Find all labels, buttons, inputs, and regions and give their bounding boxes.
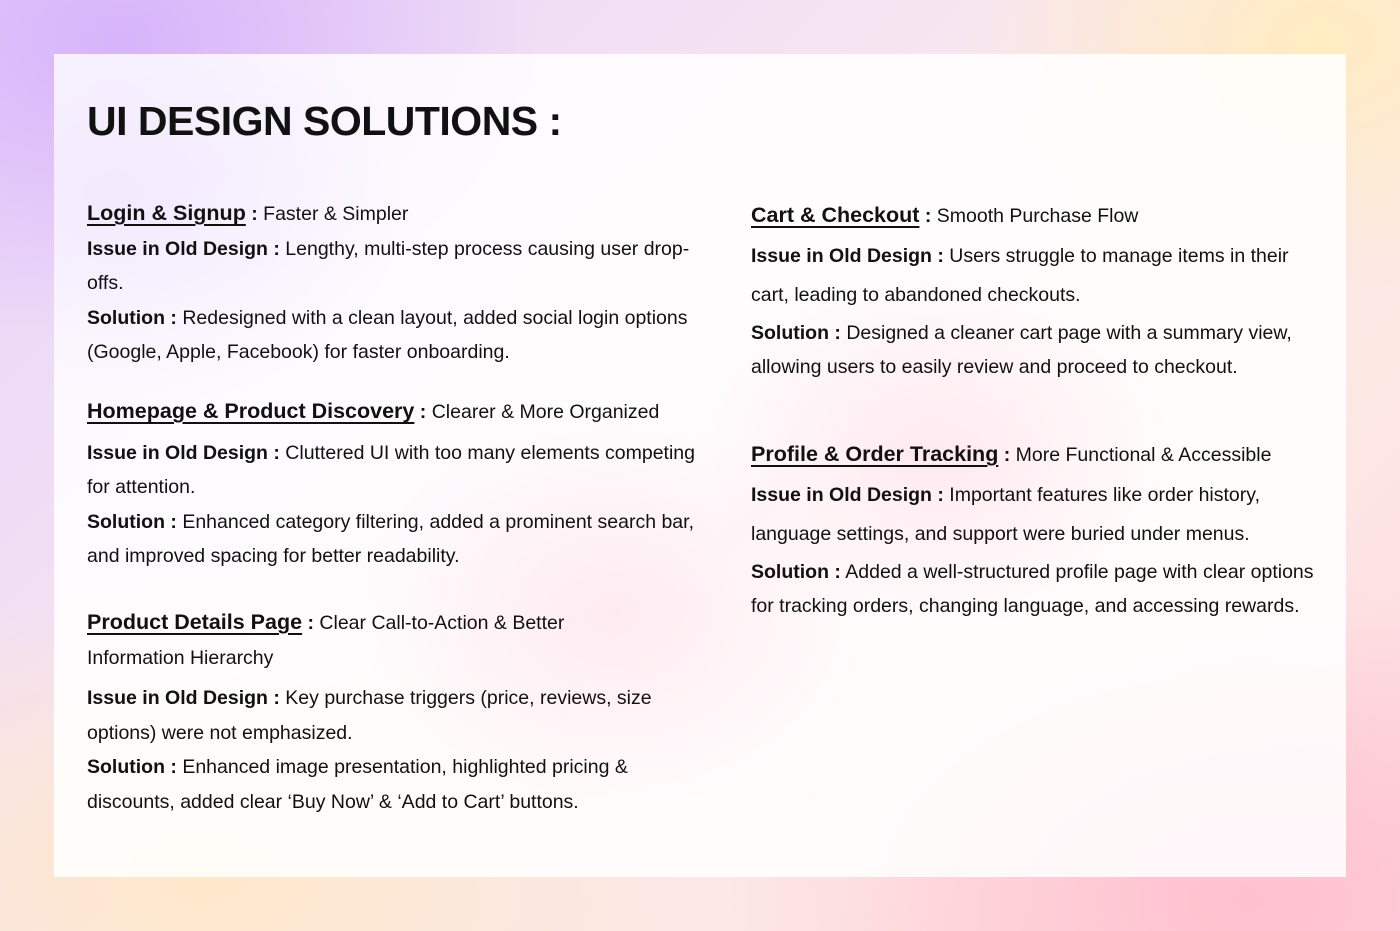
issue-label: Issue in Old Design : — [87, 237, 280, 260]
section-tagline: More Functional & Accessible — [1015, 444, 1272, 466]
section-heading-row — [87, 605, 647, 675]
solution-label: Solution : — [87, 510, 177, 533]
section-heading-row — [87, 394, 707, 430]
heading-separator: : — [919, 205, 937, 227]
solution-label: Solution : — [87, 306, 177, 329]
issue-paragraph — [751, 237, 1326, 316]
section-profile-tracking — [751, 435, 1326, 624]
section-heading-row — [87, 196, 707, 232]
page-title: UI DESIGN SOLUTIONS : — [87, 98, 562, 144]
solution-paragraph — [751, 316, 1326, 385]
solution-text: Added a well-structured profile page with clear options for tracking orders, changing language, and accessing rewards. — [751, 560, 1314, 617]
issue-text: Key purchase triggers (price, reviews, size options) were not emphasized. — [87, 687, 652, 744]
solution-paragraph — [87, 505, 707, 574]
section-heading: Profile & Order Tracking — [751, 442, 999, 466]
solution-label: Solution : — [87, 756, 177, 778]
heading-separator: : — [302, 612, 320, 634]
issue-text: Users struggle to manage items in their cart, leading to abandoned checkouts. — [751, 244, 1289, 306]
section-heading: Product Details Page — [87, 610, 303, 634]
section-cart-checkout — [751, 196, 1326, 385]
section-login-signup — [87, 196, 707, 370]
section-tagline: Faster & Simpler — [263, 203, 409, 225]
issue-text: Lengthy, multi-step process causing user drop-offs. — [87, 237, 690, 294]
issue-text: Cluttered UI with too many elements competing for attention. — [87, 441, 695, 498]
issue-label: Issue in Old Design : — [87, 441, 280, 464]
solution-text: Redesigned with a clean layout, added social login options (Google, Apple, Facebook) for faster onboarding. — [87, 306, 688, 363]
solution-label: Solution : — [751, 321, 841, 344]
issue-paragraph — [87, 681, 707, 750]
solution-text: Designed a cleaner cart page with a summary view, allowing users to easily review and proceed to checkout. — [751, 321, 1292, 378]
section-heading: Login & Signup — [87, 201, 246, 225]
section-product-details — [87, 605, 652, 819]
solution-label: Solution : — [751, 560, 841, 583]
solution-paragraph — [87, 301, 707, 370]
section-heading-row — [751, 196, 1326, 237]
issue-label: Issue in Old Design : — [751, 244, 944, 267]
section-tagline: Smooth Purchase Flow — [936, 205, 1139, 227]
section-heading: Cart & Checkout — [751, 203, 920, 227]
heading-separator: : — [245, 203, 264, 225]
issue-label: Issue in Old Design : — [751, 483, 944, 506]
solution-text: Enhanced category filtering, added a prominent search bar, and improved spacing for better readability. — [87, 510, 694, 567]
heading-separator: : — [414, 401, 432, 423]
solution-paragraph — [751, 555, 1326, 624]
issue-paragraph — [751, 476, 1326, 555]
solution-text: Enhanced image presentation, highlighted pricing & discounts, added clear ‘Buy Now’ & ‘Add to Cart’ buttons. — [87, 756, 628, 813]
section-homepage-discovery — [87, 394, 707, 574]
section-tagline: Clear Call-to-Action & Better Information Hierarchy — [87, 612, 565, 669]
issue-label: Issue in Old Design : — [87, 687, 280, 709]
issue-text: Important features like order history, language settings, and support were buried under menus. — [751, 483, 1260, 545]
issue-paragraph — [87, 232, 707, 301]
section-tagline: Clearer & More Organized — [431, 401, 660, 423]
solution-paragraph — [87, 750, 707, 819]
section-heading-row — [751, 435, 1326, 476]
section-heading: Homepage & Product Discovery — [87, 399, 415, 423]
content-card — [54, 54, 1346, 877]
heading-separator: : — [998, 444, 1016, 466]
issue-paragraph — [87, 436, 707, 505]
